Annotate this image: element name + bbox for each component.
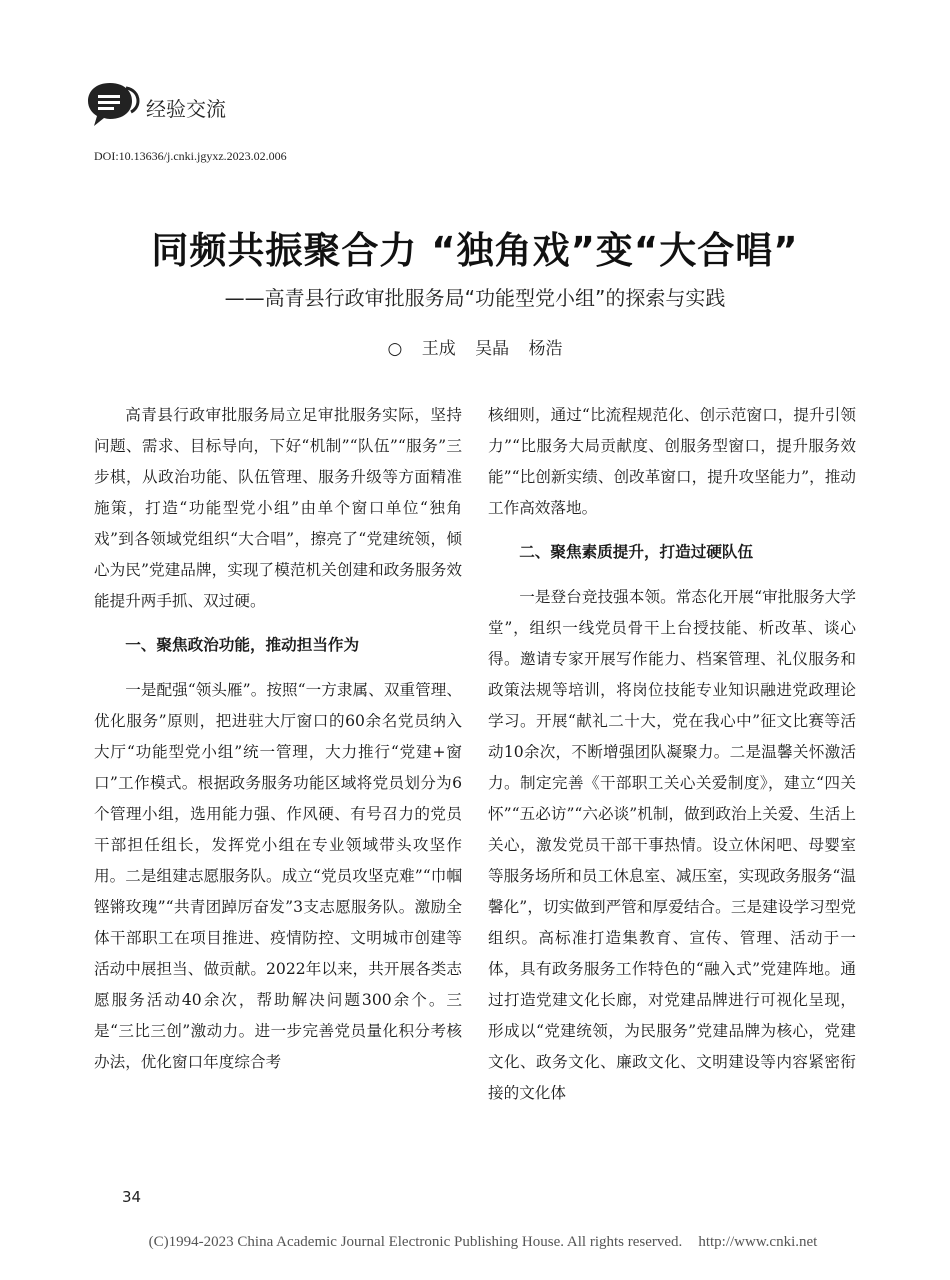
article-title: 同频共振聚合力 “独角戏”变“大合唱” bbox=[151, 229, 799, 272]
footer bbox=[0, 1234, 950, 1251]
body-paragraph: 一是配强“领头雁”。按照“一方隶属、双重管理、优化服务”原则，把进驻大厅窗口的60余名党员纳入大厅“功能型党小组”统一管理，大力推行“党建+窗口”工作模式。根据政务服务功能区域将党员划分为6个管理小组，选用能力强、作风硬、有号召力的党员干部担任组长，发挥党小组在专业领域带头攻坚作用。二是组建志愿服务队。成立“党员攻坚克难”“巾帼铿锵玫瑰”“共青团踔厉奋发”3支志愿服务队。激励全体干部职工在项目推进、疫情防控、文明城市创建等活动中展担当、做贡献。2022年以来，共开展各类志愿服务活动40余次，帮助解决问题300余个。三是“三比三创”激动力。进一步完善党员量化积分考核办法，优化窗口年度综合考 bbox=[94, 681, 462, 1071]
page-number: 34 bbox=[122, 1188, 142, 1206]
section-header bbox=[86, 80, 226, 128]
intro-paragraph: 高青县行政审批服务局立足审批服务实际，坚持问题、需求、目标导向，下好“机制”“队伍”“服务”三步棋，从政治功能、队伍管理、服务升级等方面精准施策，打造“功能型党小组”由单个窗口单位“独角戏”到各领域党组织“大合唱”，擦亮了“党建统领，倾心为民”党建品牌，实现了模范机关创建和政务服务效能提升两手抓、双过硬。 bbox=[94, 406, 462, 610]
footer-url[interactable]: http://www.cnki.net bbox=[698, 1234, 818, 1250]
doi: DOI:10.13636/j.cnki.jgyxz.2023.02.006 bbox=[94, 149, 287, 163]
left-column bbox=[94, 400, 462, 1078]
body-paragraph: 一是登台竞技强本领。常态化开展“审批服务大学堂”，组织一线党员骨干上台授技能、析改革、谈心得。邀请专家开展写作能力、档案管理、礼仪服务和政策法规等培训，将岗位技能专业知识融进党政理论学习。开展“献礼二十大，党在我心中”征文比赛等活动10余次，不断增强团队凝聚力。二是温馨关怀激活力。制定完善《干部职工关心关爱制度》，建立“四关怀”“五必访”“六必谈”机制，做到政治上关爱、生活上关心，激发党员干部干事热情。设立休闲吧、母婴室等服务场所和员工休息室、减压室，实现政务服务“温馨化”，切实做到严管和厚爱结合。三是建设学习型党组织。高标准打造集教育、宣传、管理、活动于一体，具有政务服务工作特色的“融入式”党建阵地。通过打造党建文化长廊，对党建品牌进行可视化呈现，形成以“党建统领，为民服务”党建品牌为核心，党建文化、政务文化、廉政文化、文明建设等内容紧密衔接的文化体 bbox=[488, 588, 856, 1102]
section-heading-2: 二、聚焦素质提升，打造过硬队伍 bbox=[519, 543, 754, 561]
section-heading-1: 一、聚焦政治功能，推动担当作为 bbox=[125, 636, 360, 654]
article-authors: ○ 王成 吴晶 杨浩 bbox=[387, 339, 563, 359]
section-label: 经验交流 bbox=[146, 96, 226, 121]
article-subtitle: ——高青县行政审批服务局“功能型党小组”的探索与实践 bbox=[224, 286, 726, 310]
continued-paragraph: 核细则，通过“比流程规范化、创示范窗口，提升引领力”“比服务大局贡献度、创服务型窗口，提升服务效能”“比创新实绩、创改革窗口，提升攻坚能力”，推动工作高效落地。 bbox=[488, 406, 856, 517]
speech-bubble-icon bbox=[86, 80, 140, 128]
copyright-text: (C)1994-2023 China Academic Journal Electronic Publishing House. All rights reserved. bbox=[148, 1234, 683, 1250]
right-column bbox=[488, 400, 856, 1109]
